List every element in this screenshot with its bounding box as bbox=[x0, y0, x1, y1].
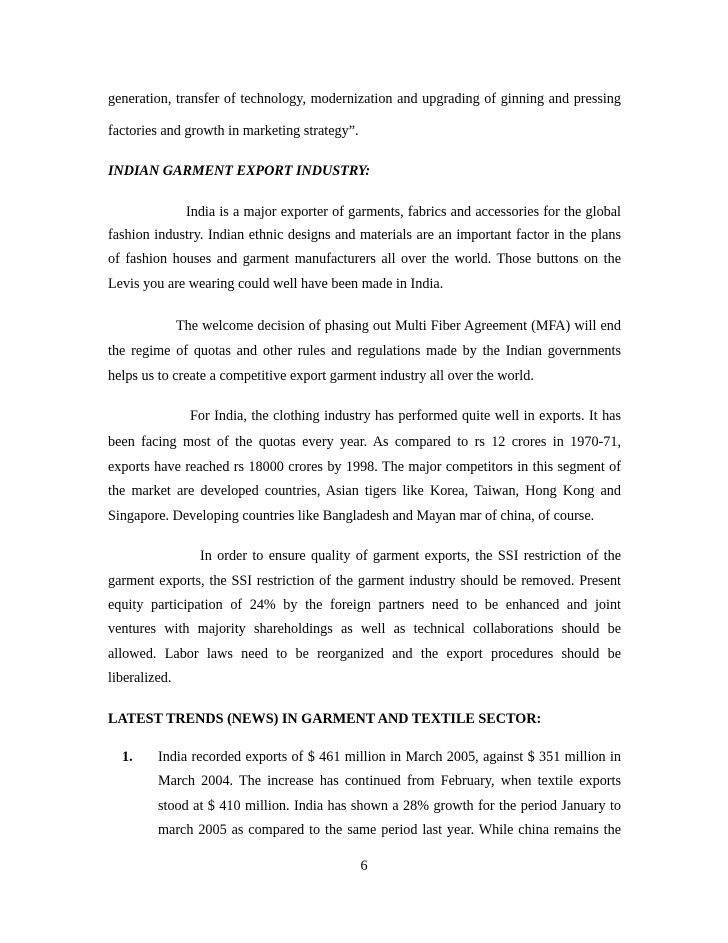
section-heading-export: INDIAN GARMENT EXPORT INDUSTRY: bbox=[108, 163, 371, 179]
list-item-number: 1. bbox=[122, 749, 133, 765]
paragraph-3-line-3: exports have reached rs 18000 crores by 1998. The major competitors in this segment of bbox=[108, 459, 621, 475]
paragraph-1-line-4: Levis you are wearing could well have been made in India. bbox=[108, 276, 444, 292]
paragraph-1-line-1: India is a major exporter of garments, fabrics and accessories for the global bbox=[186, 204, 621, 220]
paragraph-2-line-1: The welcome decision of phasing out Multi Fiber Agreement (MFA) will end bbox=[176, 318, 621, 334]
paragraph-4-line-2: garment exports, the SSI restriction of the garment industry should be removed. Present bbox=[108, 573, 621, 589]
section-heading-trends: LATEST TRENDS (NEWS) IN GARMENT AND TEXTILE SECTOR: bbox=[108, 711, 542, 727]
paragraph-4-line-1: In order to ensure quality of garment exports, the SSI restriction of the bbox=[200, 548, 621, 564]
paragraph-1-line-2: fashion industry. Indian ethnic designs and materials are an important factor in the plans bbox=[108, 227, 621, 243]
paragraph-3-line-1: For India, the clothing industry has performed quite well in exports. It has bbox=[190, 408, 621, 424]
paragraph-4-line-5: allowed. Labor laws need to be reorganized and the export procedures should be bbox=[108, 646, 621, 662]
paragraph-4-line-4: ventures with majority shareholdings as well as technical collaborations should be bbox=[108, 621, 621, 637]
list-item-1-line-1: India recorded exports of $ 461 million in March 2005, against $ 351 million in bbox=[158, 749, 621, 765]
paragraph-3-line-2: been facing most of the quotas every year. As compared to rs 12 crores in 1970-71, bbox=[108, 434, 621, 450]
list-item-1-line-2: March 2004. The increase has continued from February, when textile exports bbox=[158, 773, 621, 789]
paragraph-3-line-4: the market are developed countries, Asian tigers like Korea, Taiwan, Hong Kong and bbox=[108, 483, 621, 499]
intro-line-1: generation, transfer of technology, modernization and upgrading of ginning and pressing bbox=[108, 91, 621, 107]
paragraph-4-line-3: equity participation of 24% by the foreign partners need to be enhanced and joint bbox=[108, 597, 621, 613]
list-item-1-line-3: stood at $ 410 million. India has shown a 28% growth for the period January to bbox=[158, 798, 621, 814]
list-item-1-line-4: march 2005 as compared to the same period last year. While china remains the bbox=[158, 822, 621, 838]
page-number: 6 bbox=[360, 858, 368, 874]
paragraph-2-line-3: helps us to create a competitive export garment industry all over the world. bbox=[108, 368, 534, 384]
paragraph-4-line-6: liberalized. bbox=[108, 670, 172, 686]
paragraph-1-line-3: of fashion houses and garment manufacturers all over the world. Those buttons on the bbox=[108, 251, 621, 267]
paragraph-2-line-2: the regime of quotas and other rules and regulations made by the Indian governments bbox=[108, 343, 621, 359]
intro-line-2: factories and growth in marketing strategy”. bbox=[108, 123, 359, 139]
paragraph-3-line-5: Singapore. Developing countries like Bangladesh and Mayan mar of china, of course. bbox=[108, 508, 595, 524]
